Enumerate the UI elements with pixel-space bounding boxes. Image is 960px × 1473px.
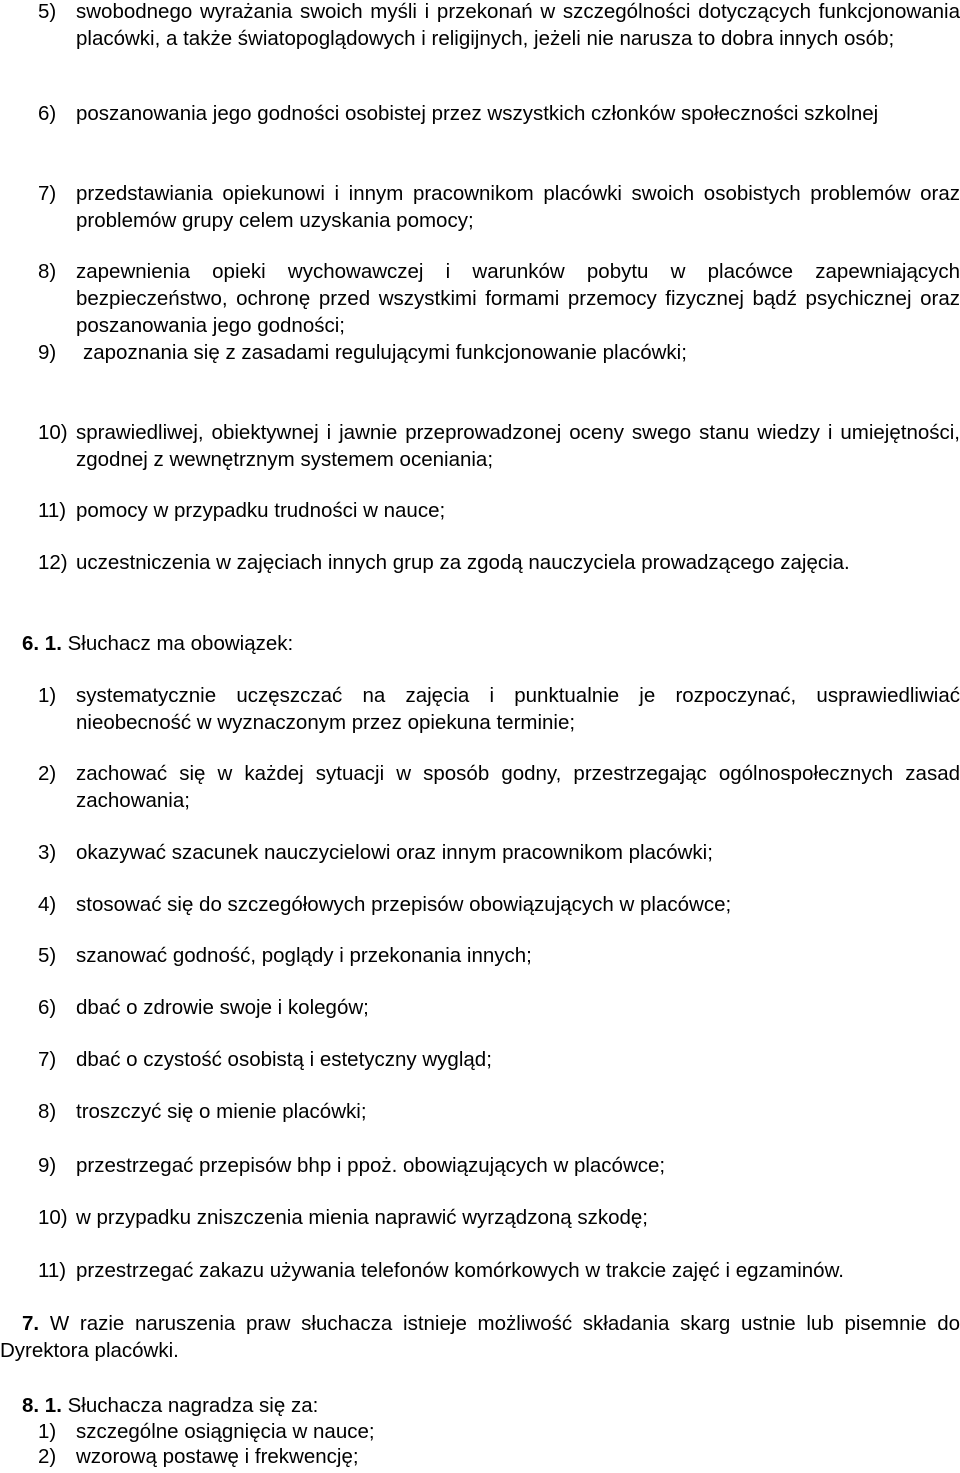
- list-text: zapoznania się z zasadami regulującymi funkcjonowanie placówki;: [83, 341, 687, 364]
- list-text: przedstawiania opiekunowi i innym pracownikom placówki swoich osobistych problemów oraz problemów grupy celem uzyskania pomocy;: [76, 182, 960, 232]
- list-text: stosować się do szczegółowych przepisów obowiązujących w placówce;: [76, 893, 732, 916]
- section-number: 8. 1.: [22, 1394, 62, 1417]
- list-text: dbać o czystość osobistą i estetyczny wygląd;: [76, 1048, 492, 1071]
- list-number: 5): [38, 0, 57, 23]
- list-item: [38, 549, 960, 576]
- list-item: [38, 100, 960, 127]
- list-text: uczestniczenia w zajęciach innych grup za zgodą nauczyciela prowadzącego zajęcia.: [76, 551, 850, 574]
- list-number: 1): [38, 1420, 57, 1443]
- list-number: 8): [38, 1100, 57, 1123]
- list-item: [38, 1419, 960, 1444]
- list-item: [38, 994, 960, 1021]
- list-number: 5): [38, 944, 57, 967]
- section-text: W razie naruszenia praw słuchacza istnieje możliwość składania skarg ustnie lub pisemnie do Dyrektora placówki.: [0, 1312, 960, 1362]
- list-number: 11): [38, 1259, 67, 1282]
- list-item: [38, 0, 960, 52]
- list-text: pomocy w przypadku trudności w nauce;: [76, 499, 446, 522]
- section-heading: [0, 630, 960, 657]
- list-text: troszczyć się o mienie placówki;: [76, 1100, 367, 1123]
- list-number: 4): [38, 893, 57, 916]
- section-paragraph: [0, 1310, 960, 1364]
- list-number: 10): [38, 421, 68, 444]
- list-item: [38, 419, 960, 473]
- list-text: sprawiedliwej, obiektywnej i jawnie przeprowadzonej oceny swego stanu wiedzy i umiejętności, zgodnej z wewnętrznym systemem oceniania;: [76, 421, 960, 471]
- list-number: 11): [38, 499, 67, 522]
- list-number: 9): [38, 1154, 57, 1177]
- list-text: poszanowania jego godności osobistej przez wszystkich członków społeczności szkolnej: [76, 102, 879, 125]
- list-item: [38, 1204, 960, 1231]
- list-number: 8): [38, 260, 57, 283]
- list-text: dbać o zdrowie swoje i kolegów;: [76, 996, 369, 1019]
- list-item: [38, 942, 960, 969]
- list-item: [38, 1257, 960, 1284]
- list-text: szanować godność, poglądy i przekonania innych;: [76, 944, 532, 967]
- list-text: swobodnego wyrażania swoich myśli i przekonań w szczególności dotyczących funkcjonowania placówki, a także światopoglądowych i religijnych, jeżeli nie narusza to dobra innych osób;: [76, 0, 960, 50]
- list-item: [38, 180, 960, 234]
- section-heading: [0, 1393, 960, 1418]
- list-text: zachować się w każdej sytuacji w sposób godny, przestrzegając ogólnospołecznych zasad zachowania;: [76, 762, 960, 812]
- list-item: [38, 1152, 960, 1179]
- list-item: [38, 497, 960, 524]
- list-item: [38, 1046, 960, 1073]
- section-text: Słuchacz ma obowiązek:: [67, 632, 294, 655]
- list-number: 6): [38, 102, 57, 125]
- list-text: przestrzegać zakazu używania telefonów komórkowych w trakcie zajęć i egzaminów.: [76, 1259, 844, 1282]
- list-item: [38, 339, 960, 366]
- list-number: 6): [38, 996, 57, 1019]
- list-number: 7): [38, 182, 57, 205]
- list-text: w przypadku zniszczenia mienia naprawić wyrządzoną szkodę;: [76, 1206, 648, 1229]
- list-text: systematycznie uczęszczać na zajęcia i punktualnie je rozpoczynać, usprawiedliwiać nieobecność w wyznaczonym przez opiekuna terminie;: [76, 684, 960, 734]
- list-text: przestrzegać przepisów bhp i ppoż. obowiązujących w placówce;: [76, 1154, 666, 1177]
- list-number: 10): [38, 1206, 68, 1229]
- list-number: 2): [38, 1445, 57, 1468]
- list-number: 7): [38, 1048, 57, 1071]
- list-text: zapewnienia opieki wychowawczej i warunków pobytu w placówce zapewniających bezpieczeństwo, ochronę przed wszystkimi formami przemocy fizycznej bądź psychicznej oraz poszanowania jego godności;: [76, 260, 960, 337]
- list-item: [38, 682, 960, 736]
- list-item: [38, 760, 960, 814]
- list-item: [38, 839, 960, 866]
- list-text: szczególne osiągnięcia w nauce;: [76, 1420, 375, 1443]
- list-number: 3): [38, 841, 57, 864]
- list-number: 9): [38, 341, 57, 364]
- list-item: [38, 258, 960, 339]
- list-number: 2): [38, 762, 57, 785]
- section-text: Słuchacza nagradza się za:: [67, 1394, 319, 1417]
- list-item: [38, 891, 960, 918]
- section-number: 7.: [22, 1312, 40, 1335]
- section-number: 6. 1.: [22, 632, 62, 655]
- list-number: 1): [38, 684, 57, 707]
- list-text: okazywać szacunek nauczycielowi oraz innym pracownikom placówki;: [76, 841, 713, 864]
- list-text: wzorową postawę i frekwencję;: [76, 1445, 359, 1468]
- list-item: [38, 1098, 960, 1125]
- list-number: 12): [38, 551, 68, 574]
- list-item: [38, 1444, 960, 1469]
